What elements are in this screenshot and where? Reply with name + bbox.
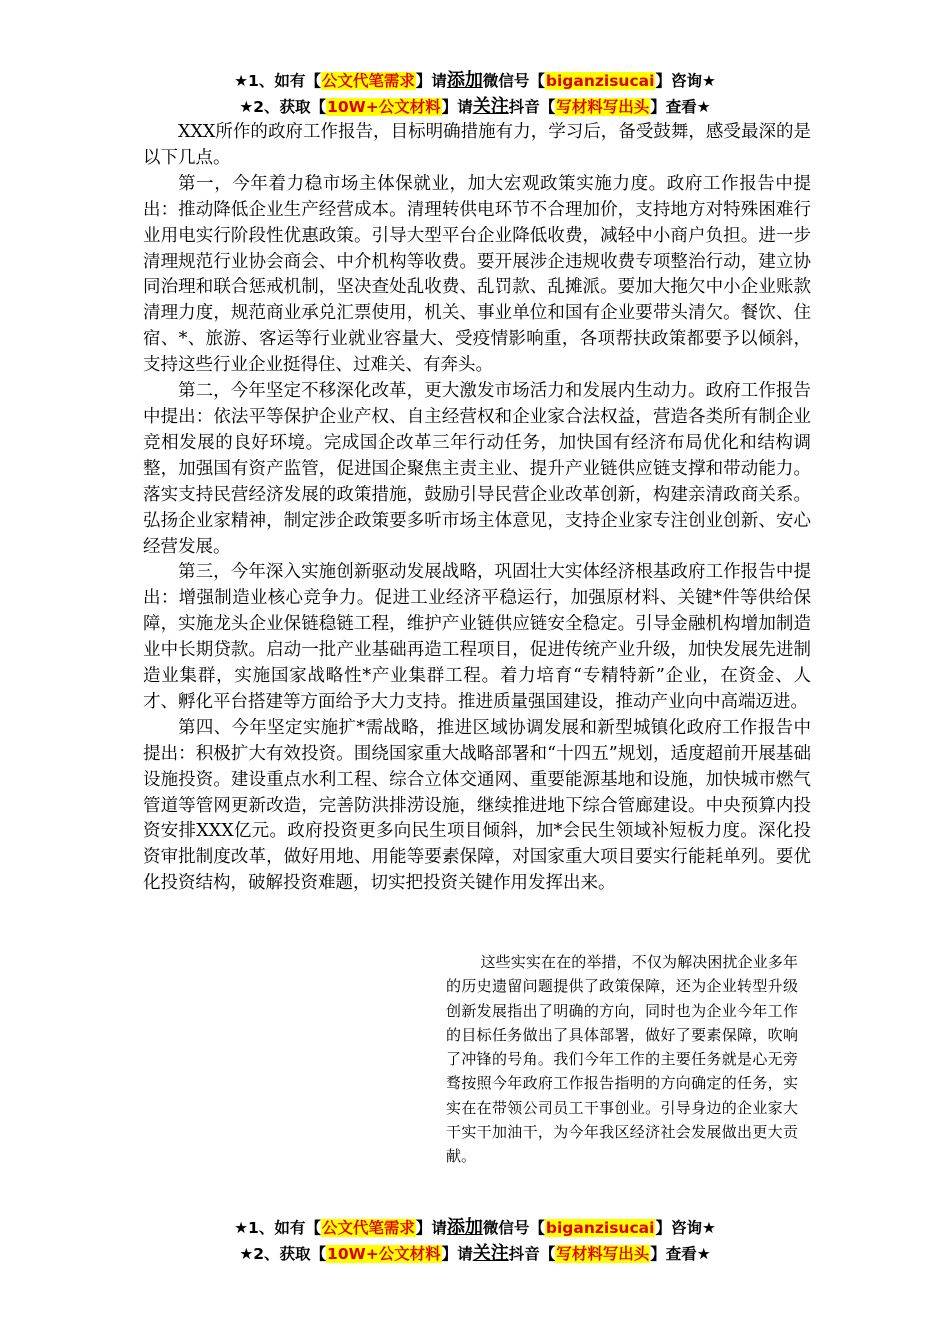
closing-block (446, 950, 798, 1169)
banner-text: 】请 (441, 1245, 473, 1263)
banner-text: 】请 (415, 72, 447, 90)
banner-text: ★1、如有【 (234, 72, 321, 90)
highlight-materials: 10W+公文材料 (327, 1245, 441, 1263)
document-body (143, 120, 811, 897)
paragraph-second: 第二，今年坚定不移深化改革，更大激发市场活力和发展内生动力。政府工作报告中提出：依法平等保护企业产权、自主经营权和企业家合法权益，营造各类所有制企业竞相发展的良好环境。完成国企改革三年行动任务，加快国有经济布局优化和结构调整，加强国有资产监管，促进国企聚焦主责主业、提升产业链供应链支撑和带动能力。落实支持民营经济发展的政策措施，鼓励引导民营企业改革创新，构建亲清政商关系。弘扬企业家精神，制定涉企政策要多听市场主体意见，支持企业家专注创业创新、安心经营发展。 (143, 381, 811, 557)
bottom-banner (0, 1215, 950, 1267)
banner-text: 】咨询★ (655, 1219, 716, 1237)
highlight-ghostwriting: 公文代笔需求 (321, 1219, 415, 1237)
banner-text: 】咨询★ (655, 72, 716, 90)
banner-text: 微信号【 (482, 1219, 545, 1237)
banner-text: ★2、获取【 (239, 1245, 327, 1263)
paragraph-first: 第一，今年着力稳市场主体保就业，加大宏观政策实施力度。政府工作报告中提出：推动降低企业生产经营成本。清理转供电环节不合理加价，支持地方对特殊困难行业用电实行阶段性优惠政策。引导大型平台企业降低收费，减轻中小商户负担。进一步清理规范行业协会商会、中介机构等收费。要开展涉企违规收费专项整治行动，建立协同治理和联合惩戒机制，坚决查处乱收费、乱罚款、乱摊派。要加大拖欠中小企业账款清理力度，规范商业承兑汇票使用，机关、事业单位和国有企业要带头清欠。餐饮、住宿、*、旅游、客运等行业就业容量大、受疫情影响重，各项帮扶政策都要予以倾斜，支持这些行业企业挺得住、过难关、有奔头。 (143, 173, 811, 376)
banner-line-1 (0, 1215, 950, 1241)
underline-follow: 关注 (472, 96, 509, 117)
underline-follow: 关注 (472, 1243, 509, 1264)
underline-add: 添加 (446, 1217, 483, 1238)
banner-text: 】查看★ (650, 1245, 711, 1263)
banner-text: 微信号【 (482, 72, 545, 90)
paragraph-third: 第三，今年深入实施创新驱动发展战略，巩固壮大实体经济根基政府工作报告中提出：增强制造业核心竞争力。促进工业经济平稳运行，加强原材料、关键*件等供给保障，实施龙头企业保链稳链工程，维护产业链供应链安全稳定。引导金融机构增加制造业中长期贷款。启动一批产业基础再造工程项目，促进传统产业升级，加快发展先进制造业集群，实施国家战略性*产业集群工程。着力培育“专精特新”企业，在资金、人才、孵化平台搭建等方面给予大力支持。推进质量强国建设，推动产业向中高端迈进。 (143, 562, 811, 712)
banner-text: 】请 (441, 98, 473, 116)
underline-add: 添加 (446, 70, 483, 91)
highlight-douyin-account: 写材料写出头 (556, 1245, 650, 1263)
banner-line-2 (0, 1241, 950, 1267)
highlight-wechat-id: biganzisucai (545, 72, 655, 90)
top-banner (0, 68, 950, 120)
banner-text: ★1、如有【 (234, 1219, 321, 1237)
highlight-wechat-id: biganzisucai (545, 1219, 655, 1237)
banner-text: ★2、获取【 (239, 98, 327, 116)
paragraph-fourth: 第四、今年坚定实施扩*需战略，推进区域协调发展和新型城镇化政府工作报告中提出：积极扩大有效投资。围绕国家重大战略部署和“十四五”规划，适度超前开展基础设施投资。建设重点水利工程、综合立体交通网、重要能源基地和设施，加快城市燃气管道等管网更新改造，完善防洪排涝设施，继续推进地下综合管廊建设。中央预算内投资安排XXX亿元。政府投资更多向民生项目倾斜，加*会民生领域补短板力度。深化投资审批制度改革，做好用地、用能等要素保障，对国家重大项目要实行能耗单列。要优化投资结构，破解投资难题，切实把投资关键作用发挥出来。 (143, 717, 811, 894)
paragraph-closing: 这些实实在在的举措，不仅为解决困扰企业多年的历史遗留问题提供了政策保障，还为企业转型升级创新发展指出了明确的方向，同时也为企业今年工作的目标任务做出了具体部署，做好了要素保障，吹响了冲锋的号角。我们今年工作的主要任务就是心无旁骛按照今年政府工作报告指明的方向确定的任务，实实在在带领公司员工干事创业。引导身边的企业家大干实干加油干，为今年我区经济社会发展做出更大贡献。 (446, 953, 798, 1166)
highlight-ghostwriting: 公文代笔需求 (321, 72, 415, 90)
highlight-materials: 10W+公文材料 (327, 98, 441, 116)
banner-text: 】查看★ (650, 98, 711, 116)
banner-text: 抖音【 (508, 1245, 556, 1263)
banner-text: 】请 (415, 1219, 447, 1237)
banner-line-1 (0, 68, 950, 94)
banner-text: 抖音【 (508, 98, 556, 116)
highlight-douyin-account: 写材料写出头 (556, 98, 650, 116)
banner-line-2 (0, 94, 950, 120)
paragraph-intro: XXX所作的政府工作报告，目标明确措施有力，学习后，备受鼓舞，感受最深的是以下几点。 (143, 122, 811, 168)
